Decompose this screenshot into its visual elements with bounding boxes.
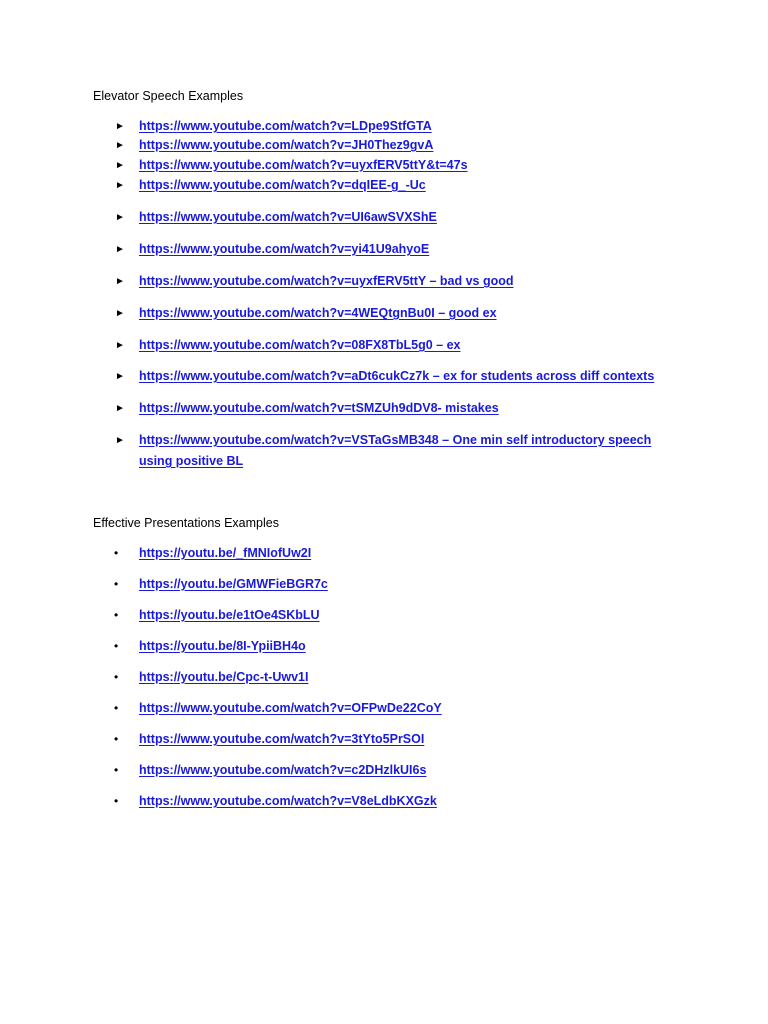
list-item xyxy=(112,698,672,719)
list-item xyxy=(112,335,672,356)
video-link[interactable]: https://youtu.be/e1tOe4SKbLU xyxy=(139,608,320,622)
arrow-bullet-icon: ► xyxy=(115,244,125,255)
list-item xyxy=(112,239,672,260)
list-item xyxy=(112,791,672,812)
arrow-bullet-icon: ► xyxy=(115,403,125,414)
list-item xyxy=(112,366,672,387)
list-item xyxy=(112,207,672,228)
video-link[interactable]: https://www.youtube.com/watch?v=3tYto5PrSOI xyxy=(139,732,425,746)
list-item xyxy=(112,667,672,688)
list-item xyxy=(112,303,672,324)
list-item xyxy=(112,636,672,657)
video-link[interactable]: https://www.youtube.com/watch?v=08FX8TbL5g0 – ex xyxy=(139,338,461,352)
list-item xyxy=(112,760,672,781)
dot-bullet-icon: • xyxy=(114,794,119,808)
arrow-bullet-icon: ► xyxy=(115,160,125,171)
video-link[interactable]: https://www.youtube.com/watch?v=OFPwDe22CoY xyxy=(139,701,442,715)
video-link[interactable]: https://www.youtube.com/watch?v=tSMZUh9dDV8- mistakes xyxy=(139,401,499,415)
video-link[interactable]: https://www.youtube.com/watch?v=4WEQtgnBu0I – good ex xyxy=(139,306,497,320)
list-item xyxy=(112,605,672,626)
dot-bullet-icon: • xyxy=(114,763,119,777)
video-link[interactable]: https://youtu.be/Cpc-t-Uwv1I xyxy=(139,670,309,684)
list-item xyxy=(112,155,672,176)
arrow-bullet-icon: ► xyxy=(115,121,125,132)
list-item xyxy=(112,574,672,595)
video-link[interactable]: https://www.youtube.com/watch?v=c2DHzlkUI6s xyxy=(139,763,427,777)
list-item xyxy=(112,430,672,472)
video-link[interactable]: https://youtu.be/GMWFieBGR7c xyxy=(139,577,328,591)
video-link[interactable]: https://youtu.be/8I-YpiiBH4o xyxy=(139,639,306,653)
arrow-bullet-icon: ► xyxy=(115,435,125,446)
video-link[interactable]: https://www.youtube.com/watch?v=V8eLdbKXGzk xyxy=(139,794,437,808)
arrow-bullet-icon: ► xyxy=(115,308,125,319)
video-link[interactable]: https://www.youtube.com/watch?v=VSTaGsMB348 – One min self introductory speech using positive BL xyxy=(139,433,652,468)
dot-bullet-icon: • xyxy=(114,546,119,560)
video-link[interactable]: https://www.youtube.com/watch?v=JH0Thez9gvA xyxy=(139,138,434,152)
list-item xyxy=(112,543,672,564)
arrow-bullet-icon: ► xyxy=(115,212,125,223)
video-link[interactable]: https://www.youtube.com/watch?v=UI6awSVXShE xyxy=(139,210,437,224)
list-item xyxy=(112,116,672,137)
dot-bullet-icon: • xyxy=(114,577,119,591)
effective-presentations-heading: Effective Presentations Examples xyxy=(93,516,279,530)
list-item xyxy=(112,398,672,419)
arrow-bullet-icon: ► xyxy=(115,340,125,351)
video-link[interactable]: https://www.youtube.com/watch?v=uyxfERV5ttY – bad vs good xyxy=(139,274,514,288)
video-link[interactable]: https://www.youtube.com/watch?v=uyxfERV5ttY&t=47s xyxy=(139,158,468,172)
arrow-bullet-icon: ► xyxy=(115,276,125,287)
dot-bullet-icon: • xyxy=(114,639,119,653)
dot-bullet-icon: • xyxy=(114,608,119,622)
dot-bullet-icon: • xyxy=(114,701,119,715)
dot-bullet-icon: • xyxy=(114,732,119,746)
list-item xyxy=(112,135,672,156)
list-item xyxy=(112,271,672,292)
list-item xyxy=(112,729,672,750)
arrow-bullet-icon: ► xyxy=(115,371,125,382)
video-link[interactable]: https://www.youtube.com/watch?v=LDpe9StfGTA xyxy=(139,119,432,133)
video-link[interactable]: https://www.youtube.com/watch?v=dqIEE-g_-Uc xyxy=(139,178,426,192)
arrow-bullet-icon: ► xyxy=(115,180,125,191)
video-link[interactable]: https://www.youtube.com/watch?v=aDt6cukCz7k – ex for students across diff contexts xyxy=(139,369,655,383)
list-item xyxy=(112,175,672,196)
video-link[interactable]: https://youtu.be/_fMNIofUw2I xyxy=(139,546,312,560)
elevator-speech-heading: Elevator Speech Examples xyxy=(93,89,244,103)
dot-bullet-icon: • xyxy=(114,670,119,684)
video-link[interactable]: https://www.youtube.com/watch?v=yi41U9ahyoE xyxy=(139,242,430,256)
arrow-bullet-icon: ► xyxy=(115,140,125,151)
